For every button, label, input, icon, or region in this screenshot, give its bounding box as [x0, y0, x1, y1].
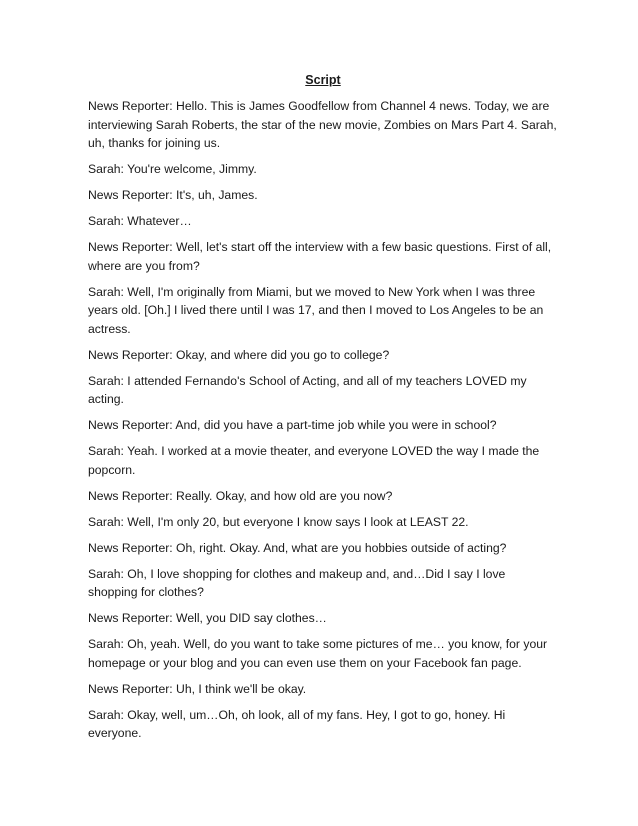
script-line: Sarah: Oh, I love shopping for clothes and makeup and, and…Did I say I love shopping for clothes? [88, 566, 506, 599]
script-line: News Reporter: And, did you have a part-time job while you were in school? [88, 418, 497, 432]
script-line: Sarah: Well, I'm only 20, but everyone I know says I look at LEAST 22. [88, 514, 469, 529]
script-line: News Reporter: Okay, and where did you go to college? [88, 347, 390, 362]
script-line: Sarah: Oh, yeah. Well, do you want to take some pictures of me… you know, for your homepage or your blog and you can even use them on your Facebook fan page. [88, 637, 548, 670]
script-line: News Reporter: Uh, I think we'll be okay. [88, 681, 307, 696]
script-line: News Reporter: Well, let's start off the interview with a few basic questions. First of all, where are you from? [88, 240, 552, 273]
script-line: Sarah: Whatever… [88, 214, 192, 228]
script-page [88, 72, 558, 750]
script-line: News Reporter: Hello. This is James Goodfellow from Channel 4 news. Today, we are interviewing Sarah Roberts, the star of the new movie, Zombies on Mars Part 4. Sarah, uh, thanks for joining us. [88, 99, 557, 150]
script-line: Sarah: Well, I'm originally from Miami, but we moved to New York when I was three years old. [Oh.] I lived there until I was 17, and then I moved to Los Angeles to be an actress. [88, 284, 544, 336]
script-line: News Reporter: It's, uh, James. [88, 188, 258, 202]
page-title: Script [305, 73, 341, 87]
script-line: Sarah: Okay, well, um…Oh, oh look, all of my fans. Hey, I got to go, honey. Hi everyone. [88, 707, 506, 740]
script-line: Sarah: Yeah. I worked at a movie theater, and everyone LOVED the way I made the popcorn. [88, 444, 540, 477]
script-line: Sarah: You're welcome, Jimmy. [88, 162, 257, 176]
script-line: News Reporter: Oh, right. Okay. And, what are you hobbies outside of acting? [88, 540, 507, 555]
script-line: News Reporter: Really. Okay, and how old are you now? [88, 488, 393, 503]
script-line: Sarah: I attended Fernando's School of Acting, and all of my teachers LOVED my acting. [88, 373, 527, 406]
script-line: News Reporter: Well, you DID say clothes… [88, 611, 327, 625]
